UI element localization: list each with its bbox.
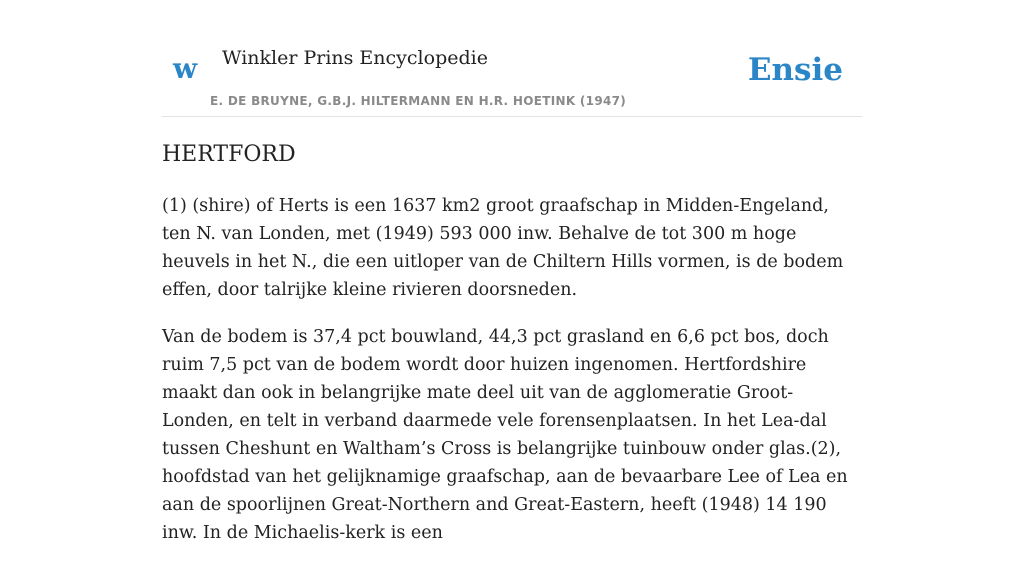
- page-container: [162, 0, 862, 543]
- winkler-prins-logo-icon[interactable]: w: [173, 52, 198, 85]
- article-headword: HERTFORD: [162, 142, 296, 167]
- article-body: [162, 192, 862, 566]
- encyclopedia-title[interactable]: Winkler Prins Encyclopedie: [222, 47, 488, 69]
- ensie-logo-link[interactable]: Ensie: [747, 52, 843, 88]
- site-header: [162, 0, 862, 117]
- authors-line: E. DE BRUYNE, G.B.J. HILTERMANN EN H.R. HOETINK (1947): [210, 94, 627, 108]
- article-paragraph: Van de bodem is 37,4 pct bouwland, 44,3 pct grasland en 6,6 pct bos, doch ruim 7,5 pct van de bodem wordt door huizen ingenomen. Hertfordshire maakt dan ook in belangrijke mate deel uit van de agglomeratie Groot-Londen, en telt in verband daarmede vele forensenplaatsen. In het Lea-dal tussen Cheshunt en Waltham’s Cross is belangrijke tuinbouw onder glas.(2), hoofdstad van het gelijknamige graafschap, aan de bevaarbare Lee of Lea en aan de spoorlijnen Great-Northern and Great-Eastern, heeft (1948) 14 190 inw. In de Michaelis-kerk is een: [162, 327, 848, 543]
- article-paragraph: (1) (shire) of Herts is een 1637 km2 groot graafschap in Midden-Engeland, ten N. van Londen, met (1949) 593 000 inw. Behalve de tot 300 m hoge heuvels in het N., die een uitloper van de Chiltern Hills vormen, is de bodem effen, door talrijke kleine rivieren doorsneden.: [162, 196, 844, 300]
